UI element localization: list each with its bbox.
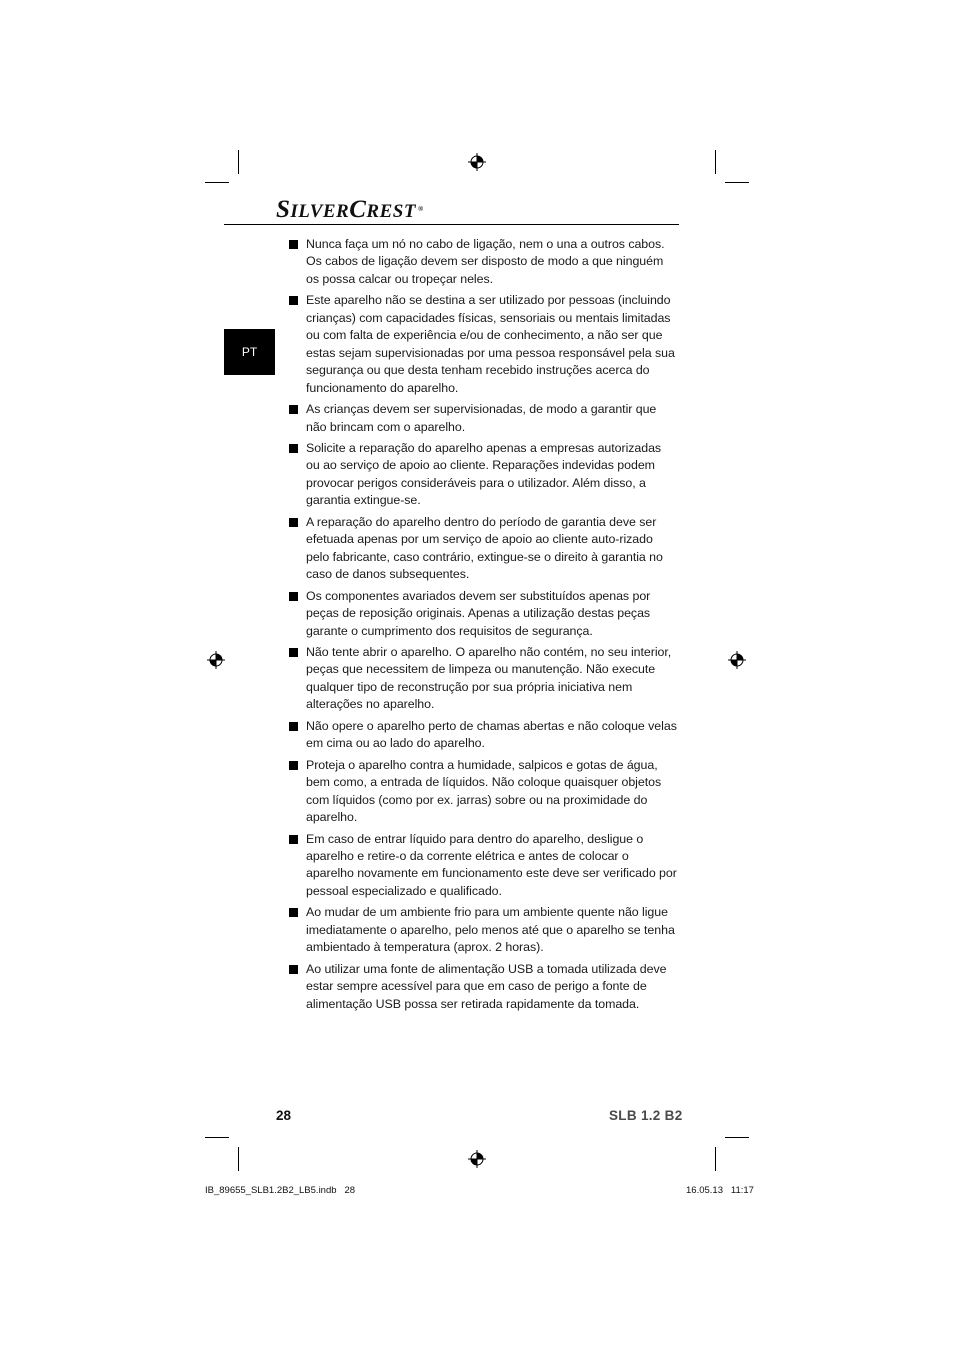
list-item-text: A reparação do aparelho dentro do período de garantia deve ser efetuada apenas por um serviço de apoio ao cliente auto-rizado pelo fabricante, caso contrário, extingue-se o direito à garantia no caso de danos subsequentes.: [306, 514, 663, 582]
header-divider: [224, 224, 679, 225]
safety-instructions-list: [288, 236, 678, 1017]
list-item-text: Nunca faça um nó no cabo de ligação, nem o una a outros cabos. Os cabos de ligação devem ser disposto de modo a que ninguém os possa calcar ou tropeçar neles.: [306, 237, 665, 286]
list-item-text: Os componentes avariados devem ser substituídos apenas por peças de reposição originais. Apenas a utilização destas peças garante o cumprimento dos requisitos de segurança.: [306, 588, 651, 638]
bullet-square-icon: [289, 444, 298, 453]
bullet-square-icon: [289, 592, 298, 601]
registration-mark-icon: [468, 1150, 486, 1168]
list-item: [288, 401, 678, 436]
bullet-square-icon: [289, 722, 298, 731]
bullet-square-icon: [289, 648, 298, 657]
registration-mark-icon: [728, 651, 746, 669]
model-number: SLB 1.2 B2: [609, 1108, 683, 1123]
language-tab: [224, 329, 275, 375]
list-item: [288, 961, 678, 1013]
crop-mark: [715, 150, 716, 174]
bullet-square-icon: [289, 296, 298, 305]
print-slug-date: 16.05.13 11:17: [686, 1185, 754, 1196]
list-item-text: Ao mudar de um ambiente frio para um ambiente quente não ligue imediatamente o aparelho, pelo menos até que o aparelho se tenha ambientado à temperatura (aprox. 2 horas).: [306, 905, 675, 955]
list-item: [288, 292, 678, 397]
list-item: [288, 718, 678, 753]
crop-mark: [238, 1147, 239, 1171]
list-item: [288, 440, 678, 510]
list-item: [288, 236, 678, 288]
print-slug-file: IB_89655_SLB1.2B2_LB5.indb 28: [205, 1185, 356, 1196]
bullet-square-icon: [289, 240, 298, 249]
bullet-square-icon: [289, 761, 298, 770]
crop-mark: [205, 1137, 229, 1138]
bullet-square-icon: [289, 405, 298, 414]
list-item-text: Em caso de entrar líquido para dentro do aparelho, desligue o aparelho e retire-o da corrente elétrica e antes de colocar o aparelho novamente em funcionamento este deve ser verificado por pessoal especializado e qualificado.: [306, 831, 677, 898]
bullet-square-icon: [289, 518, 298, 527]
registration-mark-icon: [207, 651, 225, 669]
bullet-square-icon: [289, 908, 298, 917]
list-item: [288, 514, 678, 584]
list-item: [288, 644, 678, 714]
crop-mark: [238, 150, 239, 174]
list-item-text: As crianças devem ser supervisionadas, de modo a garantir que não brincam com o aparelho.: [306, 402, 657, 434]
crop-mark: [715, 1147, 716, 1171]
crop-mark: [205, 182, 229, 183]
list-item-text: Este aparelho não se destina a ser utilizado por pessoas (incluindo crianças) com capacidades físicas, sensoriais ou mentais limitadas ou com falta de experiência e/ou de conhecimento, a não ser que estas sejam supervisionadas por uma pessoa responsável pela sua segurança ou que desta tenham recebido instruções acerca do funcionamento do aparelho.: [306, 293, 675, 395]
list-item: [288, 588, 678, 640]
list-item: [288, 831, 678, 901]
list-item-text: Não opere o aparelho perto de chamas abertas e não coloque velas em cima ou ao lado do aparelho.: [306, 718, 677, 751]
list-item-text: Proteja o aparelho contra a humidade, salpicos e gotas de água, bem como, a entrada de líquidos. Não coloque quaisquer objetos com líquidos (como por ex. jarras) sobre ou na proximidade do aparelho.: [306, 757, 662, 825]
list-item: [288, 904, 678, 956]
bullet-square-icon: [289, 965, 298, 974]
list-item-text: Não tente abrir o aparelho. O aparelho não contém, no seu interior, peças que necessitem de limpeza ou manutenção. Não execute qualquer tipo de reconstrução por sua própria iniciativa nem alterações no aparelho.: [306, 644, 672, 712]
language-tab-label: PT: [241, 345, 258, 359]
list-item-text: Ao utilizar uma fonte de alimentação USB a tomada utilizada deve estar sempre acessível para que em caso de perigo a fonte de alimentação USB possa ser retirada rapidamente da tomada.: [306, 961, 667, 1011]
list-item-text: Solicite a reparação do aparelho apenas a empresas autorizadas ou ao serviço de apoio ao cliente. Reparações indevidas podem provocar perigos consideráveis para o utilizador. Além disso, a garantia extingue-se.: [306, 440, 662, 508]
crop-mark: [725, 1137, 749, 1138]
crop-mark: [725, 182, 749, 183]
page-number: 28: [276, 1108, 292, 1123]
bullet-square-icon: [289, 835, 298, 844]
brand-logo: SILVERCREST ®: [276, 196, 424, 223]
list-item: [288, 757, 678, 827]
registration-mark-icon: [468, 153, 486, 171]
